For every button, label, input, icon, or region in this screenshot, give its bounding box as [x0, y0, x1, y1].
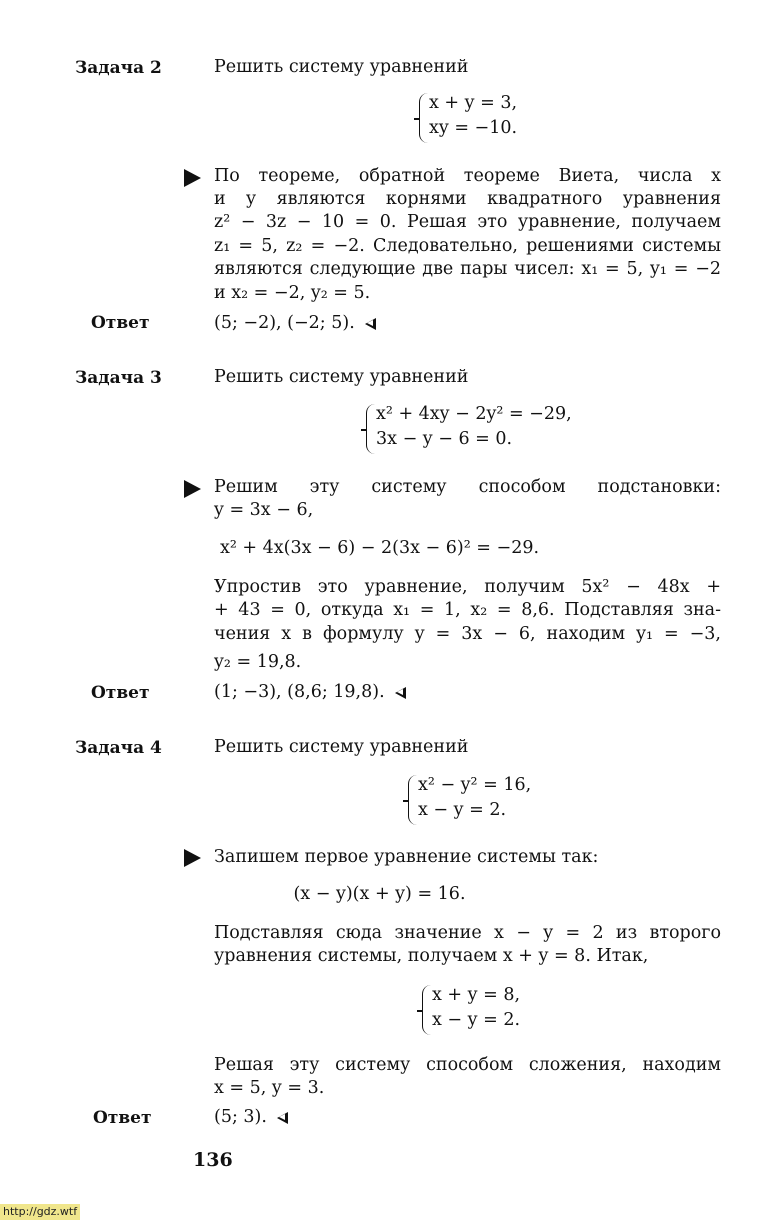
task-2-label: Задача 2: [75, 58, 162, 78]
system-equation-1: x + y = 8,: [432, 985, 521, 1005]
solution-line: являются следующие две пары чисел: x₁ = 5, y₁ = −2: [214, 259, 721, 279]
system-equation-2: x − y = 2.: [418, 800, 507, 820]
solution-start-marker-icon: [184, 169, 201, 187]
system-equation-2: 3x − y − 6 = 0.: [376, 429, 513, 449]
task-3-statement: Решить систему уравнений: [214, 367, 469, 387]
task-2-system: [419, 93, 539, 143]
solution-line: Решая эту систему способом сложения, находим: [214, 1055, 721, 1075]
system-equation-1: x + y = 3,: [429, 93, 518, 113]
solution-line: z₁ = 5, z₂ = −2. Следовательно, решениями системы: [214, 236, 721, 256]
task-3-label: Задача 3: [75, 368, 162, 388]
solution-line: z² − 3z − 10 = 0. Решая это уравнение, получаем: [214, 212, 721, 232]
end-of-solution-icon: [365, 318, 376, 330]
task-3-answer: [214, 682, 406, 702]
system-equation-1: x² − y² = 16,: [418, 775, 532, 795]
answer-text: (5; 3).: [214, 1107, 267, 1127]
answer-text: (1; −3), (8,6; 19,8).: [214, 682, 385, 702]
task-2-answer: [214, 313, 376, 333]
solution-line: Упростив это уравнение, получим 5x² − 48x +: [214, 577, 721, 597]
solution-line: По теореме, обратной теореме Виета, числа x: [214, 166, 721, 186]
task-4-system: [408, 775, 548, 825]
system-brace: [366, 404, 375, 454]
system-equation-2: x − y = 2.: [432, 1010, 521, 1030]
solution-start-marker-icon: [184, 480, 201, 498]
task-2-statement: Решить систему уравнений: [214, 57, 469, 77]
task-4-answer-label: Ответ: [93, 1108, 152, 1128]
solution-line: Решим эту систему способом подстановки:: [214, 477, 721, 497]
system-brace: [408, 775, 417, 825]
system-equation-1: x² + 4xy − 2y² = −29,: [376, 404, 572, 424]
solution-line: + 43 = 0, откуда x₁ = 1, x₂ = 8,6. Подставляя зна-: [214, 600, 721, 620]
solution-start-marker-icon: [184, 849, 201, 867]
end-of-solution-icon: [395, 687, 406, 699]
task-4-equation: (x − y)(x + y) = 16.: [293, 884, 466, 904]
solution-line: y₂ = 19,8.: [214, 652, 302, 672]
watermark-link[interactable]: http://gdz.wtf: [0, 1204, 80, 1220]
task-4-solution-intro: Запишем первое уравнение системы так:: [214, 847, 599, 867]
answer-text: (5; −2), (−2; 5).: [214, 313, 355, 333]
task-4-label: Задача 4: [75, 738, 162, 758]
end-of-solution-icon: [277, 1112, 288, 1124]
task-4-system-2: [422, 985, 542, 1035]
system-brace: [422, 985, 431, 1035]
task-3-system: [366, 404, 576, 454]
solution-line: и y являются корнями квадратного уравнения: [214, 189, 721, 209]
solution-line: y = 3x − 6,: [214, 500, 314, 520]
task-4-statement: Решить систему уравнений: [214, 737, 469, 757]
task-3-equation: x² + 4x(3x − 6) − 2(3x − 6)² = −29.: [219, 538, 540, 558]
solution-line: чения x в формулу y = 3x − 6, находим y₁ = −3,: [214, 624, 721, 644]
solution-line: уравнения системы, получаем x + y = 8. Итак,: [214, 946, 649, 966]
solution-line: x = 5, y = 3.: [214, 1078, 325, 1098]
page-number: 136: [193, 1149, 233, 1171]
task-4-answer: [214, 1107, 288, 1127]
system-brace: [419, 93, 428, 143]
task-3-answer-label: Ответ: [91, 683, 150, 703]
system-equation-2: xy = −10.: [429, 118, 518, 138]
task-2-answer-label: Ответ: [91, 313, 150, 333]
solution-line: и x₂ = −2, y₂ = 5.: [214, 283, 371, 303]
solution-line: Подставляя сюда значение x − y = 2 из второго: [214, 923, 721, 943]
